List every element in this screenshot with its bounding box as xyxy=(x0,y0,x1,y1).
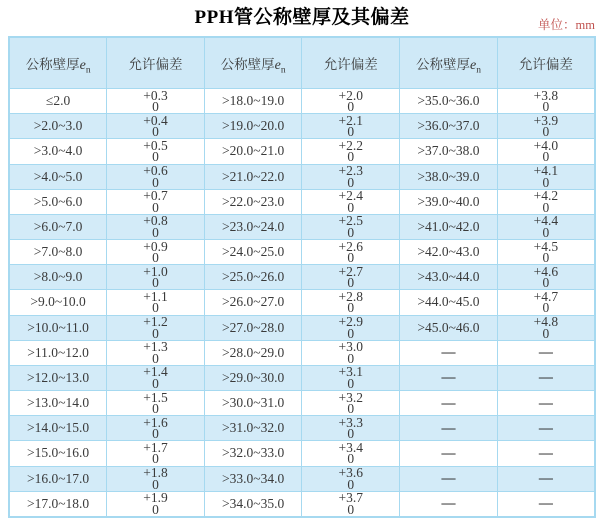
thickness-cell: >12.0~13.0 xyxy=(9,365,107,390)
dash: — xyxy=(538,445,553,461)
deviation-cell xyxy=(302,491,400,517)
tolerance-value: +3.9 0 xyxy=(533,112,559,140)
table-row xyxy=(9,189,595,214)
deviation-cell xyxy=(107,114,205,139)
dash: — xyxy=(538,395,553,411)
tolerance-value: +2.0 0 xyxy=(338,87,364,115)
deviation-cell xyxy=(107,164,205,189)
dash: — xyxy=(538,420,553,436)
en-symbol xyxy=(469,57,481,76)
thickness-cell: ≤2.0 xyxy=(9,89,107,114)
tolerance-value: +0.9 0 xyxy=(143,238,168,266)
deviation-cell xyxy=(302,89,400,114)
deviation-cell xyxy=(107,265,205,290)
tolerance-value: +1.3 0 xyxy=(143,339,168,366)
deviation-cell xyxy=(302,214,400,239)
deviation-cell xyxy=(497,315,595,340)
deviation-cell xyxy=(107,416,205,441)
table-row xyxy=(9,214,595,239)
thickness-cell: >36.0~37.0 xyxy=(400,114,498,139)
deviation-cell xyxy=(497,214,595,239)
deviation-cell xyxy=(107,315,205,340)
table-row xyxy=(9,315,595,340)
thickness-cell: >20.0~21.0 xyxy=(204,139,302,164)
dash: — xyxy=(441,420,456,436)
thickness-label: 公称壁厚 xyxy=(220,56,275,72)
thickness-cell: >19.0~20.0 xyxy=(204,114,302,139)
deviation-cell xyxy=(302,139,400,164)
deviation-cell xyxy=(107,340,205,365)
thickness-cell: >10.0~11.0 xyxy=(9,315,107,340)
no-value-cell xyxy=(497,391,595,416)
thickness-cell: >34.0~35.0 xyxy=(204,491,302,517)
thickness-cell: >7.0~8.0 xyxy=(9,240,107,265)
tolerance-value: +3.6 0 xyxy=(338,465,364,492)
tolerance-value: +0.7 0 xyxy=(143,188,168,215)
deviation-cell xyxy=(302,391,400,416)
deviation-cell xyxy=(107,441,205,466)
tolerance-value: +2.9 0 xyxy=(338,314,364,341)
deviation-cell xyxy=(107,491,205,517)
deviation-cell xyxy=(107,189,205,214)
dash: — xyxy=(441,370,456,386)
deviation-cell xyxy=(302,466,400,491)
thickness-cell: >2.0~3.0 xyxy=(9,114,107,139)
table-row xyxy=(9,416,595,441)
no-value-cell xyxy=(400,441,498,466)
n-subscript: n xyxy=(476,65,481,76)
deviation-cell xyxy=(107,466,205,491)
tolerance-value: +2.4 0 xyxy=(338,188,364,215)
tolerance-value: +2.2 0 xyxy=(338,137,364,165)
tolerance-value: +3.4 0 xyxy=(338,439,364,467)
header-row xyxy=(9,37,595,89)
thickness-cell: >42.0~43.0 xyxy=(400,240,498,265)
tolerance-value: +1.9 0 xyxy=(143,490,168,517)
dash: — xyxy=(441,496,456,512)
tolerance-value: +4.1 0 xyxy=(533,163,559,190)
deviation-cell xyxy=(497,164,595,189)
thickness-cell: >24.0~25.0 xyxy=(204,240,302,265)
table-row xyxy=(9,265,595,290)
tolerance-value: +2.6 0 xyxy=(338,238,364,266)
tolerance-value: +1.6 0 xyxy=(143,414,168,442)
thickness-label: 公称壁厚 xyxy=(25,56,80,72)
table-row xyxy=(9,139,595,164)
thickness-cell: >37.0~38.0 xyxy=(400,139,498,164)
table-row xyxy=(9,466,595,491)
col-header-deviation-1: 允许偏差 xyxy=(107,37,205,89)
thickness-cell: >39.0~40.0 xyxy=(400,189,498,214)
thickness-cell: >32.0~33.0 xyxy=(204,441,302,466)
deviation-cell xyxy=(497,265,595,290)
thickness-cell: >13.0~14.0 xyxy=(9,391,107,416)
thickness-cell: >28.0~29.0 xyxy=(204,340,302,365)
deviation-cell xyxy=(107,365,205,390)
no-value-cell xyxy=(400,416,498,441)
tolerance-value: +2.8 0 xyxy=(338,288,364,316)
dash: — xyxy=(441,345,456,361)
thickness-cell: >25.0~26.0 xyxy=(204,265,302,290)
tolerance-value: +3.3 0 xyxy=(338,414,364,442)
deviation-cell xyxy=(107,139,205,164)
tolerance-value: +2.1 0 xyxy=(338,112,364,140)
deviation-cell xyxy=(302,365,400,390)
tolerance-value: +2.3 0 xyxy=(338,163,364,190)
deviation-cell xyxy=(107,89,205,114)
tolerance-value: +0.6 0 xyxy=(143,163,168,190)
tolerance-value: +2.7 0 xyxy=(338,263,364,291)
deviation-cell xyxy=(107,391,205,416)
thickness-cell: >15.0~16.0 xyxy=(9,441,107,466)
table-row xyxy=(9,441,595,466)
thickness-cell: >22.0~23.0 xyxy=(204,189,302,214)
no-value-cell xyxy=(497,340,595,365)
table-row xyxy=(9,491,595,517)
tolerance-value: +4.8 0 xyxy=(533,314,559,341)
thickness-cell: >11.0~12.0 xyxy=(9,340,107,365)
tolerance-value: +1.7 0 xyxy=(143,439,168,467)
thickness-cell: >17.0~18.0 xyxy=(9,491,107,517)
n-subscript: n xyxy=(280,65,286,76)
thickness-cell: >38.0~39.0 xyxy=(400,164,498,189)
e-symbol: e xyxy=(79,57,86,73)
no-value-cell xyxy=(400,391,498,416)
deviation-cell xyxy=(497,114,595,139)
tolerance-value: +2.5 0 xyxy=(338,213,364,240)
deviation-cell xyxy=(302,340,400,365)
thickness-cell: >18.0~19.0 xyxy=(204,89,302,114)
tolerance-value: +4.4 0 xyxy=(533,213,559,240)
tolerance-value: +3.2 0 xyxy=(338,389,364,417)
thickness-cell: >4.0~5.0 xyxy=(9,164,107,189)
deviation-cell xyxy=(497,139,595,164)
tolerance-value: +4.6 0 xyxy=(533,263,559,291)
thickness-cell: >26.0~27.0 xyxy=(204,290,302,315)
thickness-cell: >6.0~7.0 xyxy=(9,214,107,239)
table-row xyxy=(9,290,595,315)
tolerance-value: +4.7 0 xyxy=(533,288,559,316)
tolerance-value: +3.0 0 xyxy=(338,339,364,366)
tolerance-value: +1.1 0 xyxy=(143,288,168,316)
no-value-cell xyxy=(400,365,498,390)
deviation-cell xyxy=(497,189,595,214)
no-value-cell xyxy=(400,491,498,517)
tolerance-value: +1.2 0 xyxy=(143,314,168,341)
thickness-cell: >29.0~30.0 xyxy=(204,365,302,390)
no-value-cell xyxy=(497,466,595,491)
tolerance-value: +3.1 0 xyxy=(338,364,364,391)
no-value-cell xyxy=(497,416,595,441)
thickness-cell: >31.0~32.0 xyxy=(204,416,302,441)
tolerance-value: +0.5 0 xyxy=(143,137,168,165)
thickness-cell: >27.0~28.0 xyxy=(204,315,302,340)
thickness-cell: >16.0~17.0 xyxy=(9,466,107,491)
thickness-cell: >14.0~15.0 xyxy=(9,416,107,441)
deviation-cell xyxy=(107,240,205,265)
dash: — xyxy=(538,370,553,386)
deviation-cell xyxy=(107,290,205,315)
thickness-cell: >35.0~36.0 xyxy=(400,89,498,114)
table-row xyxy=(9,114,595,139)
no-value-cell xyxy=(497,491,595,517)
thickness-cell: >41.0~42.0 xyxy=(400,214,498,239)
thickness-cell: >9.0~10.0 xyxy=(9,290,107,315)
dash: — xyxy=(441,395,456,411)
col-header-deviation-3: 允许偏差 xyxy=(497,37,595,89)
thickness-cell: >43.0~44.0 xyxy=(400,265,498,290)
table-row xyxy=(9,391,595,416)
table-row xyxy=(9,164,595,189)
thickness-cell: >45.0~46.0 xyxy=(400,315,498,340)
e-symbol: e xyxy=(469,57,477,73)
tolerance-value: +4.2 0 xyxy=(533,188,559,215)
tolerance-value: +4.0 0 xyxy=(533,137,559,165)
deviation-cell xyxy=(302,265,400,290)
tolerance-value: +1.0 0 xyxy=(143,263,168,291)
deviation-cell xyxy=(302,114,400,139)
table-row xyxy=(9,240,595,265)
deviation-cell xyxy=(302,189,400,214)
no-value-cell xyxy=(400,466,498,491)
thickness-cell: >3.0~4.0 xyxy=(9,139,107,164)
deviation-cell xyxy=(497,240,595,265)
tolerance-value: +3.7 0 xyxy=(338,490,364,517)
deviation-cell xyxy=(302,164,400,189)
n-subscript: n xyxy=(85,65,91,76)
table-body xyxy=(9,89,595,518)
col-header-deviation-2: 允许偏差 xyxy=(302,37,400,89)
dash: — xyxy=(441,445,456,461)
en-symbol xyxy=(274,57,286,76)
tolerance-value: +1.8 0 xyxy=(143,465,168,492)
thickness-cell: >8.0~9.0 xyxy=(9,265,107,290)
deviation-cell xyxy=(302,240,400,265)
dash: — xyxy=(538,496,553,512)
col-header-thickness-3 xyxy=(400,37,498,89)
thickness-cell: >5.0~6.0 xyxy=(9,189,107,214)
page-title: PPH管公称壁厚及其偏差 xyxy=(194,7,410,28)
no-value-cell xyxy=(400,340,498,365)
thickness-label: 公称壁厚 xyxy=(415,56,470,72)
col-header-thickness-2 xyxy=(204,37,302,89)
tolerance-value: +0.8 0 xyxy=(143,213,168,240)
deviation-cell xyxy=(302,315,400,340)
table-row xyxy=(9,89,595,114)
thickness-cell: >23.0~24.0 xyxy=(204,214,302,239)
deviation-cell xyxy=(107,214,205,239)
dash: — xyxy=(538,345,553,361)
tolerance-value: +1.5 0 xyxy=(143,389,168,417)
tolerance-value: +4.5 0 xyxy=(533,238,559,266)
deviation-cell xyxy=(497,290,595,315)
thickness-cell: >44.0~45.0 xyxy=(400,290,498,315)
deviation-cell xyxy=(302,416,400,441)
tolerance-value: +1.4 0 xyxy=(143,364,168,391)
dash: — xyxy=(441,471,456,487)
unit-label: 单位：mm xyxy=(538,18,595,32)
thickness-cell: >30.0~31.0 xyxy=(204,391,302,416)
no-value-cell xyxy=(497,441,595,466)
dash: — xyxy=(538,471,553,487)
deviation-cell xyxy=(302,441,400,466)
thickness-tolerance-table xyxy=(8,36,596,518)
table-row xyxy=(9,340,595,365)
tolerance-value: +0.4 0 xyxy=(143,112,168,140)
table-header xyxy=(9,37,595,89)
col-header-thickness-1 xyxy=(9,37,107,89)
deviation-cell xyxy=(302,290,400,315)
deviation-cell xyxy=(497,89,595,114)
e-symbol: e xyxy=(274,57,281,73)
thickness-cell: >33.0~34.0 xyxy=(204,466,302,491)
thickness-cell: >21.0~22.0 xyxy=(204,164,302,189)
en-symbol xyxy=(79,57,91,76)
tolerance-value: +3.8 0 xyxy=(533,87,559,115)
tolerance-value: +0.3 0 xyxy=(143,87,168,115)
no-value-cell xyxy=(497,365,595,390)
table-row xyxy=(9,365,595,390)
